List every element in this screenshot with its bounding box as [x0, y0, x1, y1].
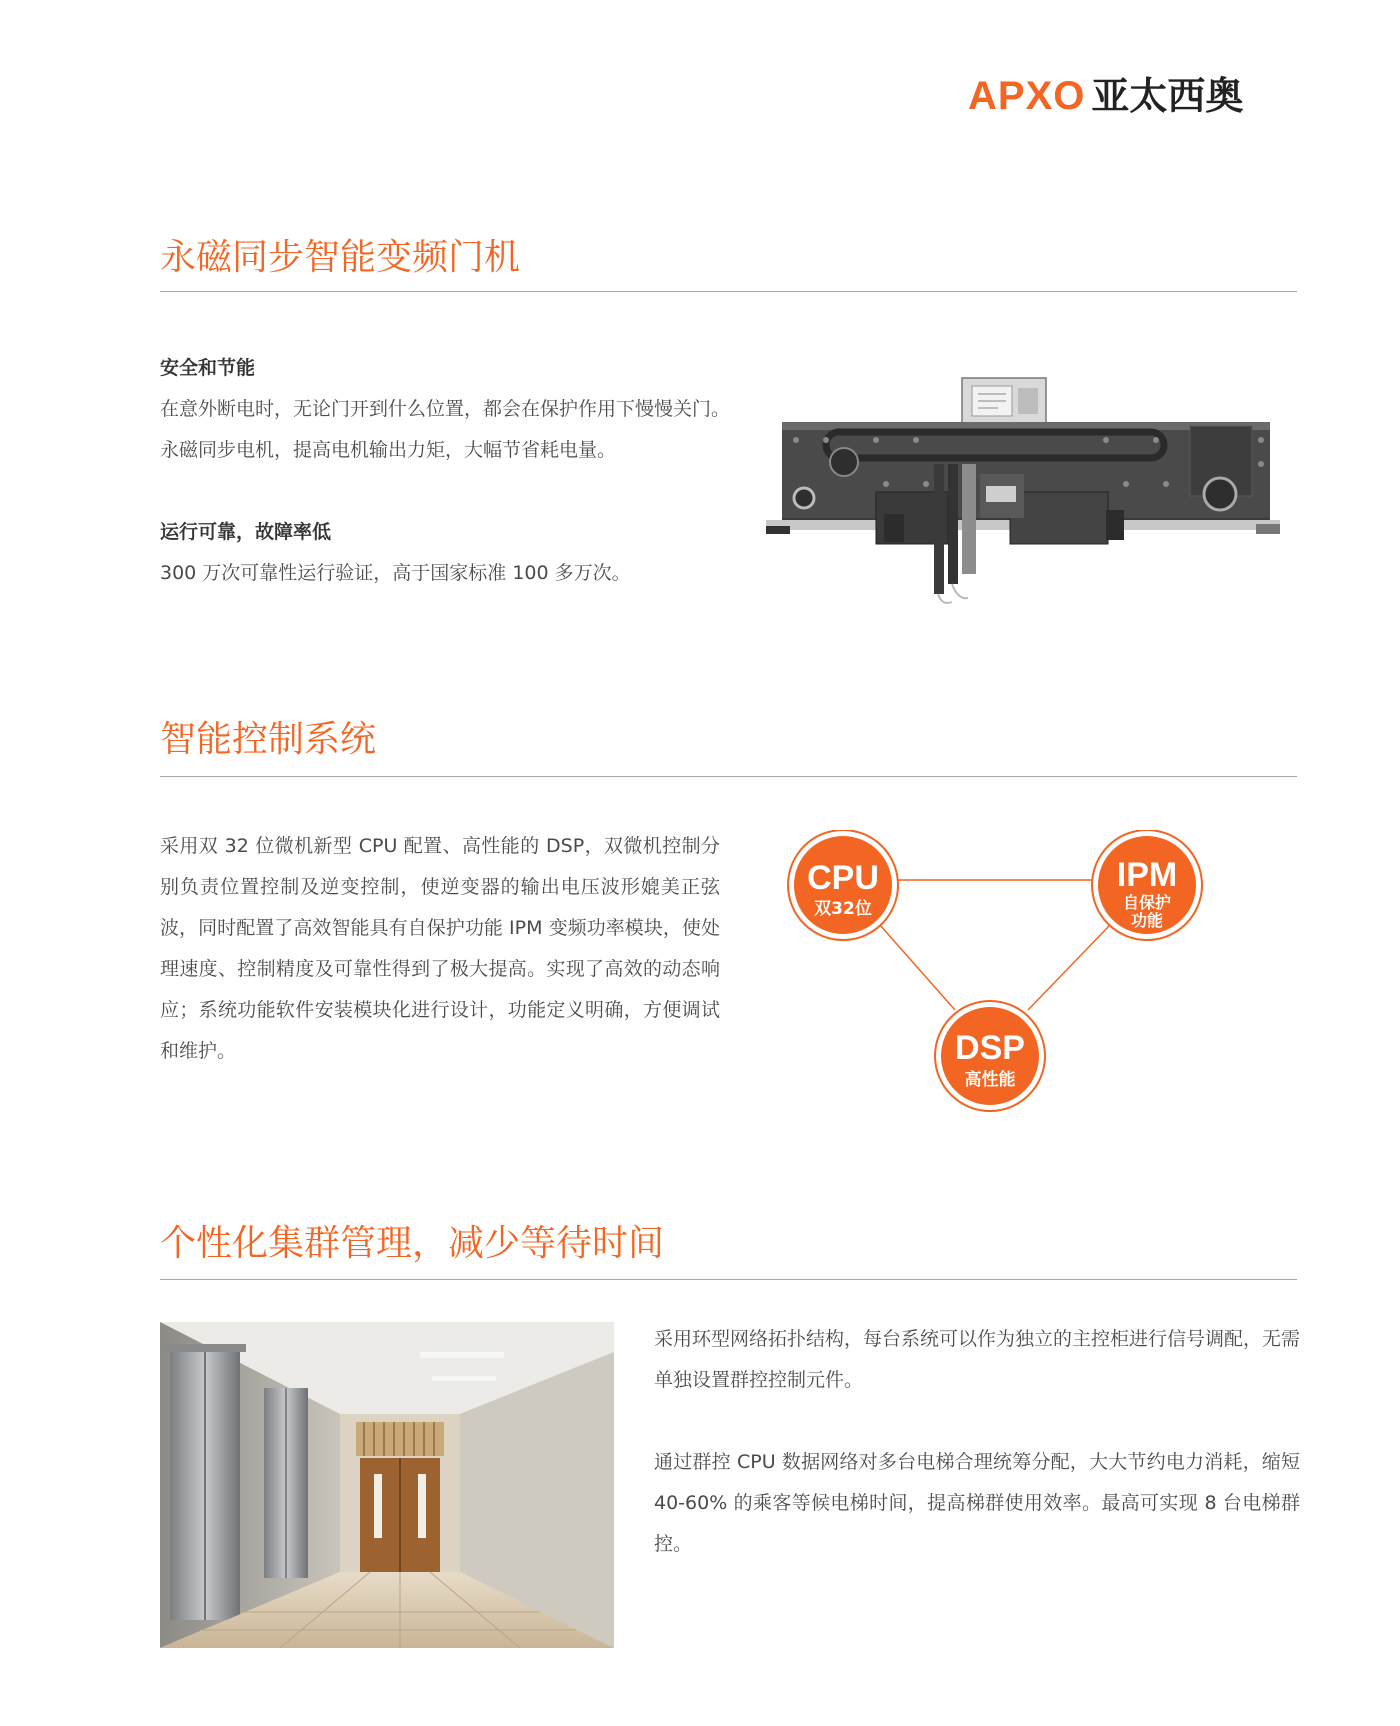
cpu-sub-label: 双32位: [814, 899, 872, 919]
elevator-lobby-photo-icon: [160, 1322, 614, 1648]
logo-latin-text: APXO: [968, 74, 1086, 118]
cpu-label: CPU: [807, 859, 879, 897]
cpu-node: [788, 830, 898, 940]
ipm-node: [1092, 830, 1202, 940]
ipm-sub-label-2: 功能: [1130, 911, 1164, 930]
group-control-paragraph-1: 采用环型网络拓扑结构，每台系统可以作为独立的主控柜进行信号调配，无需单独设置群控控制元件。: [654, 1328, 1301, 1391]
section-title-door-machine: 永磁同步智能变频门机: [160, 237, 521, 278]
group-control-paragraph-2: 通过群控 CPU 数据网络对多台电梯合理统筹分配，大大节约电力消耗，缩短 40-60% 的乘客等候电梯时间，提高梯群使用效率。最高可实现 8 台电梯群控。: [654, 1451, 1300, 1555]
dsp-node: [935, 1001, 1045, 1111]
ipm-sub-label: 自保护: [1122, 893, 1172, 912]
section-divider: [160, 1279, 1297, 1280]
section-divider: [160, 291, 1297, 292]
dsp-sub-label: 高性能: [964, 1070, 1016, 1090]
diagram-connectors: [880, 880, 1110, 1010]
control-system-description: 采用双 32 位微机新型 CPU 配置、高性能的 DSP，双微机控制分别负责位置控制及逆变控制，使逆变器的输出电压波形媲美正弦波，同时配置了高效智能具有自保护功能 IPM 变频功率模块，使处理速度、控制精度及可靠性得到了极大提高。实现了高效的动态响应；系统功能软件安装模块化进行设计，功能定义明确，方便调试和维护。: [160, 835, 720, 1062]
section-title-group-control: 个性化集群管理，减少等待时间: [160, 1223, 665, 1264]
logo-chinese-text: 亚太西奥: [1091, 74, 1244, 118]
control-diagram: [780, 830, 1210, 1120]
brand-logo: [968, 72, 1243, 120]
feature-heading-safety: 安全和节能: [160, 357, 256, 379]
feature-heading-reliability: 运行可靠，故障率低: [160, 521, 332, 543]
door-machine-photo-icon: [766, 374, 1280, 606]
section-divider: [160, 776, 1297, 777]
feature-text-safety: 在意外断电时，无论门开到什么位置，都会在保护作用下慢慢关门。永磁同步电机，提高电机输出力矩，大幅节省耗电量。: [160, 398, 731, 461]
dsp-label: DSP: [955, 1029, 1025, 1067]
ipm-label: IPM: [1116, 856, 1178, 894]
feature-text-reliability: 300 万次可靠性运行验证，高于国家标准 100 多万次。: [160, 562, 631, 584]
section-title-control-system: 智能控制系统: [160, 719, 377, 760]
